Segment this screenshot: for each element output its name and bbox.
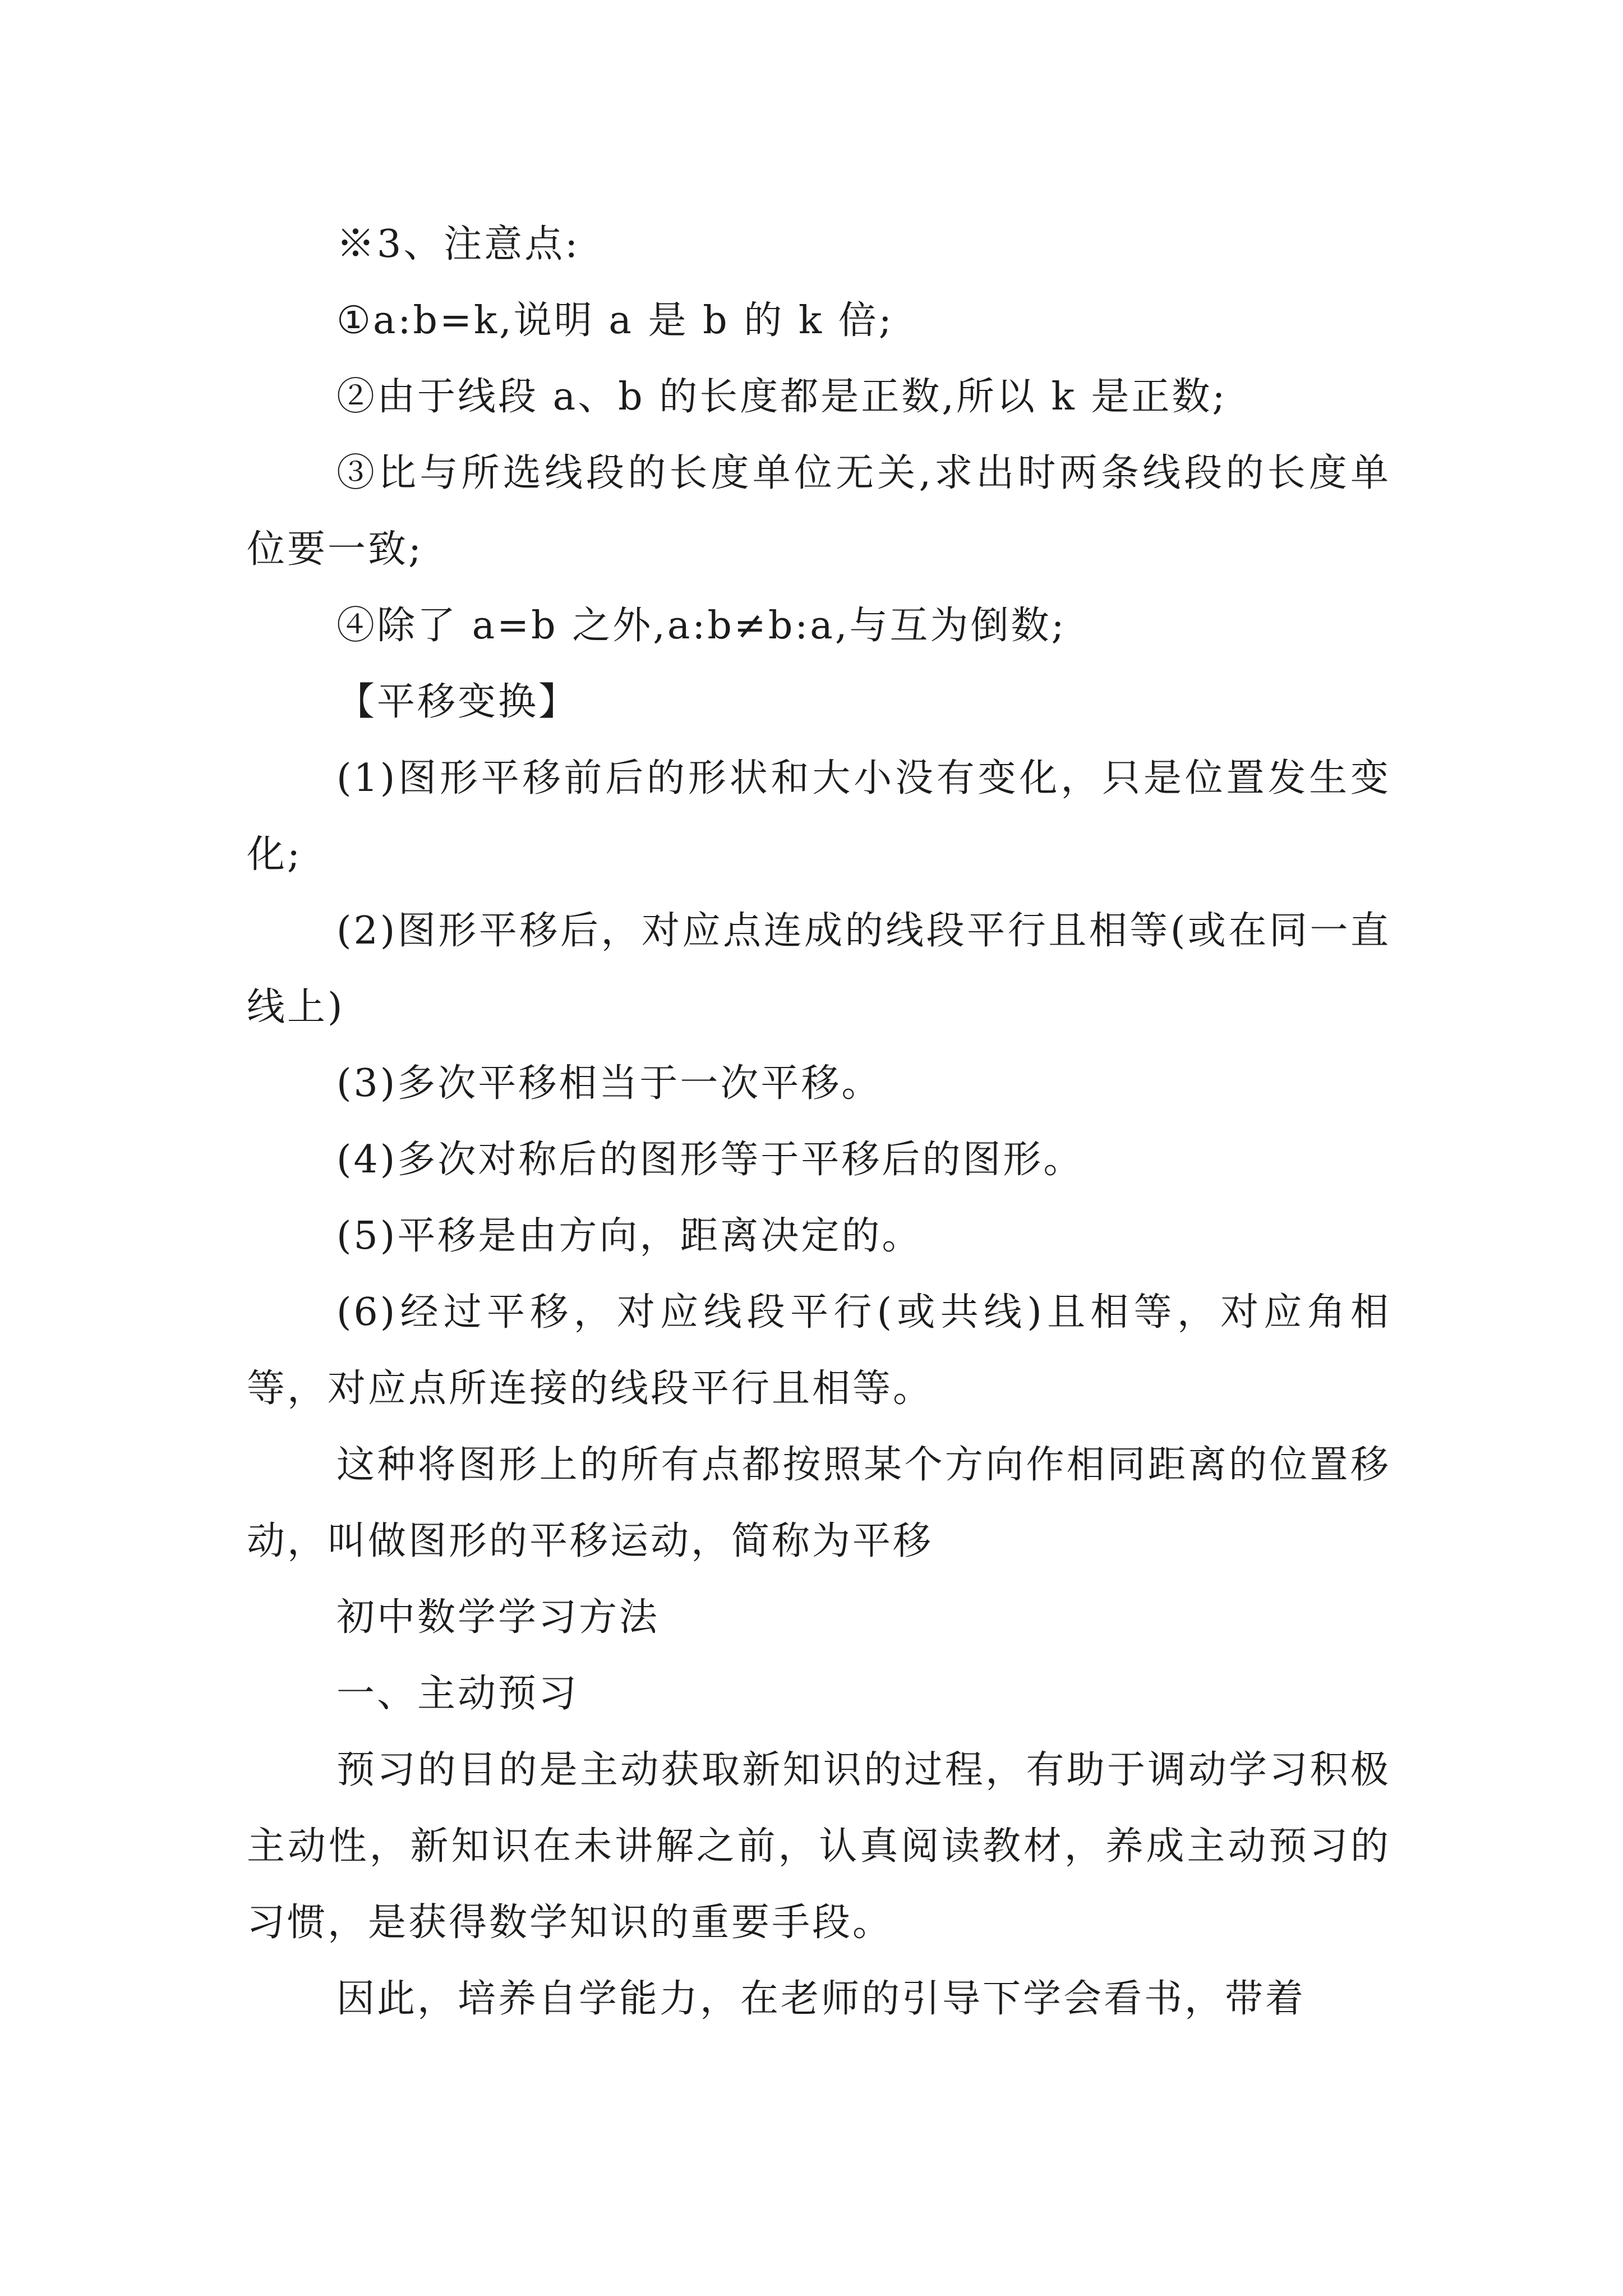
note-item-4: ④除了 a=b 之外,a:b≠b:a,与互为倒数; <box>336 604 1067 648</box>
self-study-paragraph: 因此，培养自学能力，在老师的引导下学会看书，带着 <box>336 1977 1306 2021</box>
translation-item-3: (3)多次平移相当于一次平移。 <box>336 1061 882 1106</box>
translation-item-1: (1)图形平移前后的形状和大小没有变化，只是位置发生变化; <box>247 756 1391 877</box>
section-heading-study-methods: 初中数学学习方法 <box>336 1595 660 1640</box>
translation-item-2: (2)图形平移后，对应点连成的线段平行且相等(或在同一直线上) <box>247 909 1391 1029</box>
note-item-1: ①a:b=k,说明 a 是 b 的 k 倍; <box>336 298 894 343</box>
translation-item-4: (4)多次对称后的图形等于平移后的图形。 <box>336 1138 1084 1182</box>
preview-paragraph: 预习的目的是主动获取新知识的过程，有助于调动学习积极主动性，新知识在未讲解之前，认真阅读教材，养成主动预习的习惯，是获得数学知识的重要手段。 <box>247 1748 1391 1945</box>
note-item-3: ③比与所选线段的长度单位无关,求出时两条线段的长度单位要一致; <box>247 451 1391 572</box>
section-heading-translation: 【平移变换】 <box>336 680 579 724</box>
translation-item-6: (6)经过平移，对应线段平行(或共线)且相等，对应角相等，对应点所连接的线段平行且相等。 <box>247 1290 1391 1411</box>
note-heading: ※3、注意点: <box>336 222 580 266</box>
note-item-2: ②由于线段 a、b 的长度都是正数,所以 k 是正数; <box>336 375 1228 419</box>
translation-definition: 这种将图形上的所有点都按照某个方向作相同距离的位置移动，叫做图形的平移运动，简称为平移 <box>247 1443 1391 1563</box>
translation-item-5: (5)平移是由方向，距离决定的。 <box>336 1214 923 1258</box>
subheading-preview: 一、主动预习 <box>336 1672 579 1716</box>
document-body <box>247 206 1391 2037</box>
